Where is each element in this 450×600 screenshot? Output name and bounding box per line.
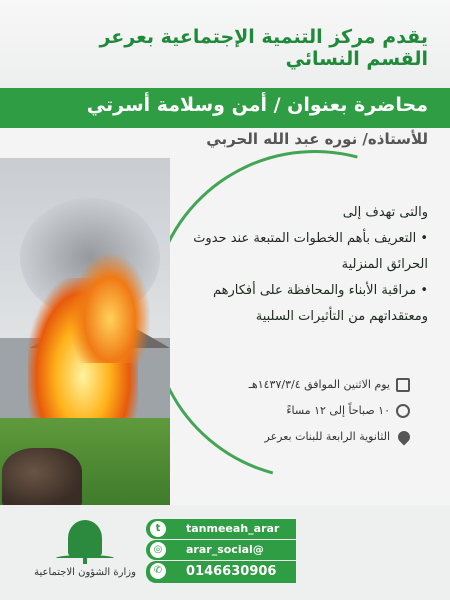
ministry-name: وزارة الشؤون الاجتماعية [34, 567, 136, 578]
presenter-name: للأستاذه/ نوره عبد الله الحربي [206, 130, 428, 148]
children-figure [2, 448, 82, 508]
instagram-icon: ◎ [150, 542, 166, 558]
palm-icon [68, 520, 102, 556]
phone-number: 0146630906 [186, 564, 277, 579]
twitter-icon: t [150, 521, 166, 537]
objective-item: • التعريف بأهم الخطوات المتبعة عند حدوث الحرائق المنزلية [193, 231, 428, 272]
house-fire-photo [0, 158, 170, 510]
instagram-handle: arar_social@ [186, 543, 264, 556]
phone-link[interactable] [146, 561, 296, 583]
header [0, 0, 450, 92]
event-time-row [180, 404, 410, 426]
event-location: الثانوية الرابعة للبنات بعرعر [264, 430, 390, 443]
twitter-link[interactable] [146, 519, 296, 539]
header-line-2: القسم النسائي [285, 48, 428, 70]
instagram-link[interactable] [146, 540, 296, 560]
swords-icon [56, 555, 114, 561]
lecture-title: محاضرة بعنوان / أمن وسلامة أسرتي [86, 94, 428, 116]
twitter-handle: tanmeeah_arar [186, 522, 280, 535]
header-line-1: يقدم مركز التنمية الإجتماعية بعرعر [99, 26, 428, 48]
footer [0, 505, 450, 600]
phone-icon: ✆ [150, 563, 166, 579]
calendar-icon [396, 378, 410, 392]
objectives [158, 200, 428, 330]
ministry-logo [30, 515, 140, 595]
objective-item: • مراقبة الأبناء والمحافظة على أفكارهم ومعتقداتهم من التأثيرات السلبية [212, 283, 428, 324]
event-time: ١٠ صباحاً إلى ١٢ مساءً [286, 404, 390, 417]
objectives-intro: والتى تهدف إلى [342, 205, 428, 220]
location-pin-icon [396, 429, 413, 446]
event-date: يوم الاثنين الموافق ١٤٣٧/٣/٤هـ [248, 378, 390, 391]
event-details [180, 370, 430, 460]
event-location-row [180, 430, 410, 452]
title-banner [0, 88, 450, 128]
social-links [146, 513, 306, 600]
fire-flames [70, 253, 150, 363]
clock-icon [396, 404, 410, 418]
event-date-row [180, 378, 410, 400]
